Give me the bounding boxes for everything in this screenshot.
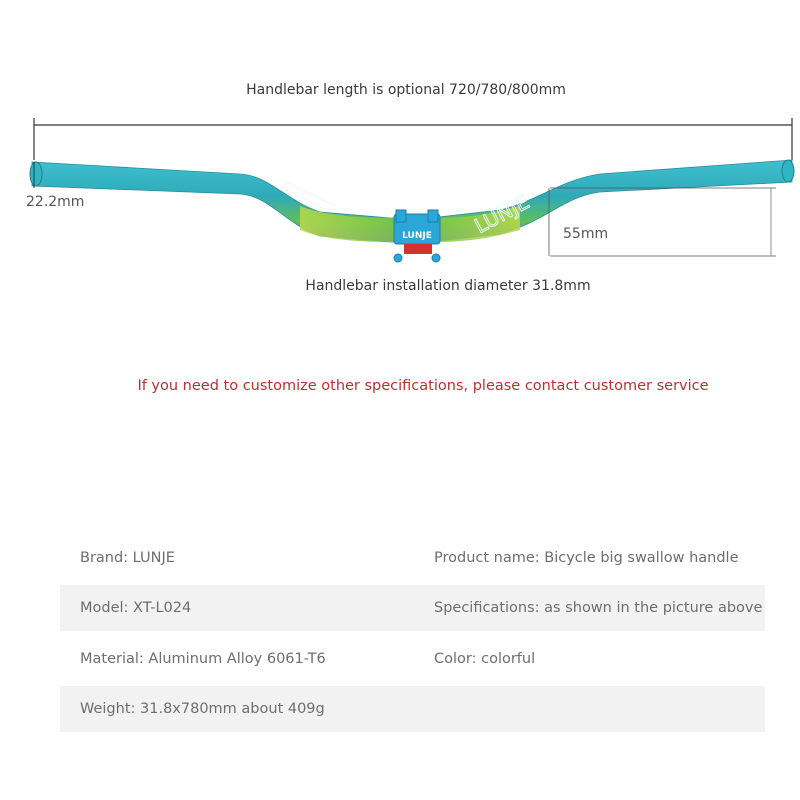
spec-model: Model: XT-L024 [80,600,192,616]
spec-color: Color: colorful [434,651,536,667]
handlebar-diagram [0,110,800,270]
stem-logo: LUNJE [402,231,432,241]
spec-row [60,585,765,631]
bar-end-right [782,160,794,182]
spec-specifications: Specifications: as shown in the picture above [434,600,763,616]
spec-row [60,535,765,581]
handlebar-length-label: Handlebar length is optional 720/780/800mm [246,82,566,98]
spec-row [60,686,765,732]
installation-diameter-label: Handlebar installation diameter 31.8mm [305,278,591,294]
bar-brand-logo: LUNJE [470,189,534,239]
spec-material: Material: Aluminum Alloy 6061-T6 [80,651,326,667]
bar-end-left [30,162,42,186]
rise-label: 55mm [563,226,609,242]
spec-brand: Brand: LUNJE [80,550,175,566]
spec-product-name: Product name: Bicycle big swallow handle [434,550,739,566]
bar-diameter-label: 22.2mm [26,194,85,210]
spec-row [60,636,765,682]
spec-weight: Weight: 31.8x780mm about 409g [80,701,325,717]
customization-notice: If you need to customize other specifications, please contact customer service [137,378,709,394]
